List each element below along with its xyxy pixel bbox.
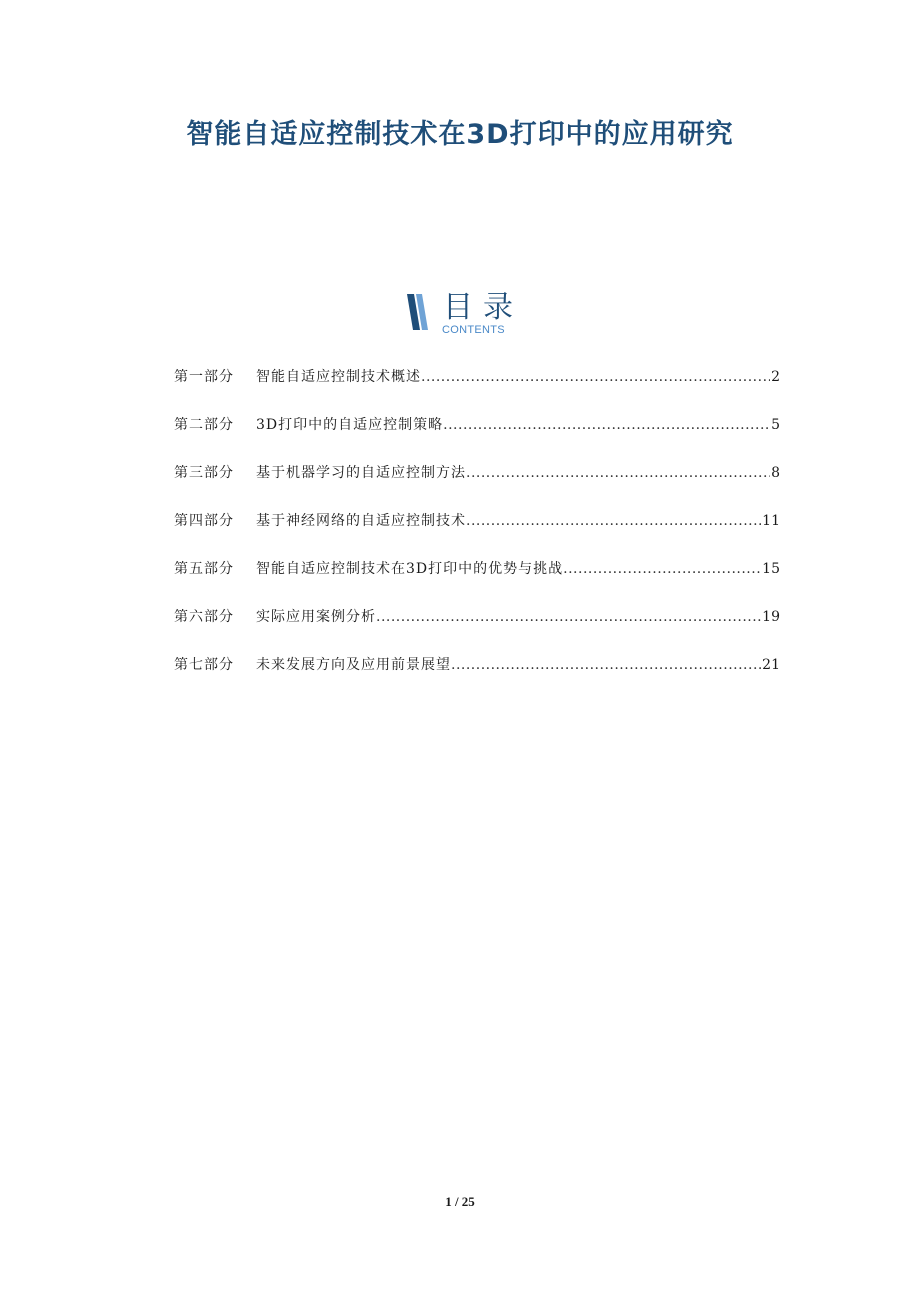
- toc-entry-part: 第二部分: [174, 417, 234, 433]
- toc-entry-title: 3D打印中的自适应控制策略: [256, 417, 444, 433]
- page-indicator: 1 / 25: [445, 1194, 475, 1209]
- toc-entry-title: 未来发展方向及应用前景展望: [256, 657, 451, 673]
- toc-entry[interactable]: [174, 510, 780, 534]
- toc-entry[interactable]: [174, 606, 780, 630]
- toc-entry-part: 第三部分: [174, 465, 234, 481]
- toc-entry-page: 11: [762, 513, 780, 529]
- toc-entry-page: 15: [762, 561, 780, 577]
- toc-entry-part: 第七部分: [174, 657, 234, 673]
- toc-entry-leader: [466, 465, 770, 481]
- toc-entry-page: 19: [762, 609, 780, 625]
- toc-entry-title: 基于机器学习的自适应控制方法: [256, 465, 466, 481]
- document-title: 智能自适应控制技术在3D打印中的应用研究: [186, 119, 734, 150]
- toc-entry-part: 第四部分: [174, 513, 234, 529]
- toc-entry[interactable]: [174, 654, 780, 678]
- toc-entry-title: 基于神经网络的自适应控制技术: [256, 513, 466, 529]
- toc-entry-part: 第六部分: [174, 609, 234, 625]
- toc-list: [174, 366, 780, 702]
- toc-entry-leader: [421, 369, 770, 385]
- toc-entry-leader: [563, 561, 761, 577]
- toc-entry-title: 智能自适应控制技术概述: [256, 369, 421, 385]
- toc-entry[interactable]: [174, 462, 780, 486]
- toc-entry-part: 第一部分: [174, 369, 234, 385]
- toc-entry-page: 21: [762, 657, 780, 673]
- toc-entry[interactable]: [174, 366, 780, 390]
- contents-logo-icon: [405, 294, 431, 330]
- toc-entry-leader: [376, 609, 761, 625]
- toc-entry[interactable]: [174, 558, 780, 582]
- toc-header: [405, 290, 525, 340]
- toc-entry-part: 第五部分: [174, 561, 234, 577]
- toc-entry-page: 2: [771, 369, 780, 385]
- toc-entry-page: 5: [771, 417, 780, 433]
- toc-entry-title: 智能自适应控制技术在3D打印中的优势与挑战: [256, 561, 564, 577]
- toc-subheading: CONTENTS: [442, 324, 505, 336]
- toc-entry[interactable]: [174, 414, 780, 438]
- toc-entry-title: 实际应用案例分析: [256, 609, 376, 625]
- toc-entry-leader: [451, 657, 761, 673]
- toc-entry-leader: [443, 417, 770, 433]
- toc-entry-leader: [466, 513, 761, 529]
- toc-entry-page: 8: [771, 465, 780, 481]
- toc-heading: 目录: [443, 290, 523, 325]
